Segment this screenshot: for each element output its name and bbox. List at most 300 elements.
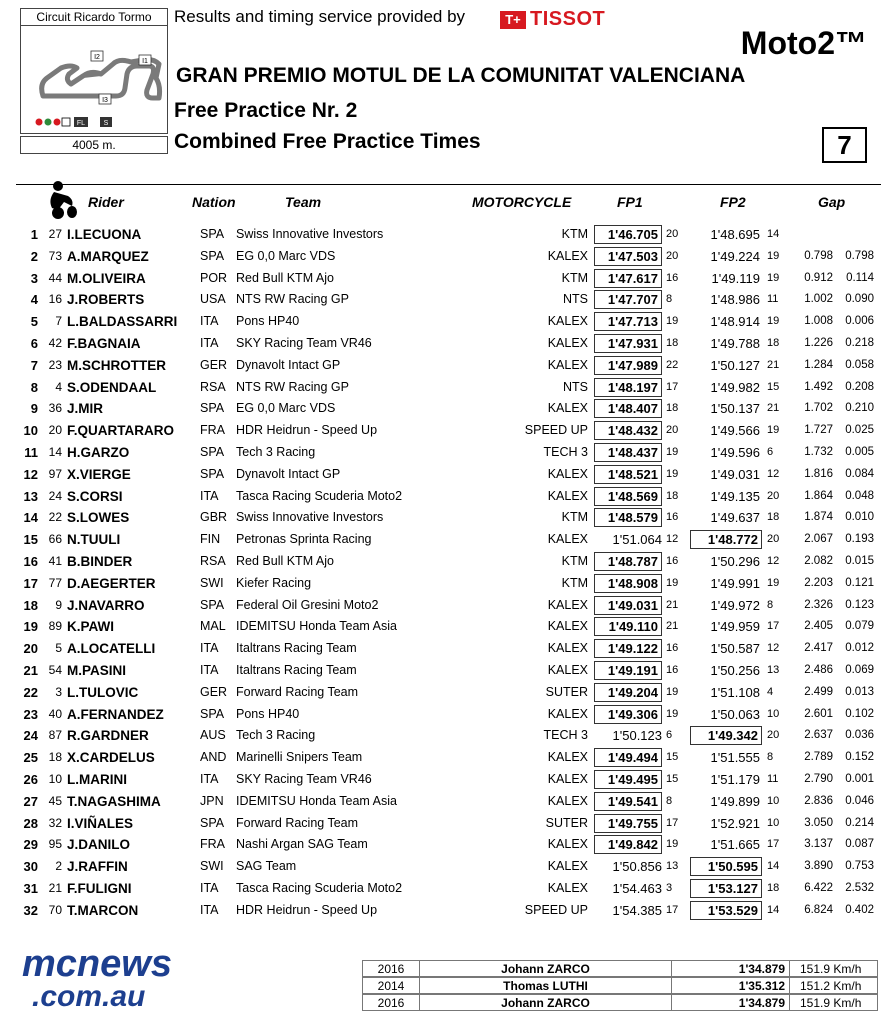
rider-number: 22 [48, 510, 62, 525]
position: 31 [23, 880, 38, 896]
fp2-lap: 13 [767, 663, 780, 676]
fp2-time: 1'49.788 [710, 335, 760, 351]
team-name: HDR Heidrun - Speed Up [236, 902, 378, 917]
table-row [0, 834, 895, 856]
team-name: Dynavolt Intact GP [236, 357, 341, 372]
event-title: GRAN PREMIO MOTUL DE LA COMUNITAT VALENCIANA [176, 64, 746, 87]
timing-credit: Results and timing service provided by [174, 7, 466, 26]
table-row [0, 551, 895, 573]
fp1-time: 1'47.713 [594, 312, 662, 331]
fp2-lap: 17 [767, 620, 780, 633]
fp1-time: 1'48.908 [594, 574, 662, 593]
fp2-lap: 6 [767, 445, 774, 458]
fp2-lap: 10 [767, 707, 780, 720]
motorcycle: KALEX [547, 597, 588, 612]
nation: ITA [200, 771, 219, 786]
rider-number: 7 [55, 314, 62, 329]
fl-label: FL [76, 120, 86, 127]
gap-to-previous: 0.079 [845, 620, 874, 633]
fp1-lap: 22 [666, 358, 679, 371]
fp2-lap: 19 [767, 271, 780, 284]
fp1-time: 1'54.463 [612, 880, 662, 896]
rider-number: 87 [48, 728, 62, 743]
rider-name: A.LOCATELLI [67, 641, 156, 657]
team-name: Tech 3 Racing [236, 444, 316, 459]
fp2-time: 1'49.899 [710, 793, 760, 809]
team-name: Swiss Innovative Investors [236, 227, 384, 241]
gap-to-first: 0.798 [804, 249, 833, 262]
fp1-time: 1'47.989 [594, 356, 662, 375]
i1-label: I1 [142, 58, 148, 65]
position: 16 [23, 553, 38, 569]
team-name: EG 0,0 Marc VDS [236, 401, 336, 416]
fp2-lap: 21 [767, 402, 780, 415]
rider-name: A.MARQUEZ [67, 248, 149, 264]
nation: RSA [200, 553, 226, 568]
nation: AND [200, 750, 227, 765]
rider-name: F.QUARTARARO [67, 423, 174, 439]
rider-number: 4 [55, 379, 62, 394]
rider-number: 97 [48, 466, 62, 481]
position: 8 [30, 379, 38, 395]
fp1-lap: 13 [666, 860, 679, 873]
fp1-lap: 20 [666, 228, 679, 240]
rider-name: S.ODENDAAL [67, 379, 157, 395]
position: 26 [23, 771, 38, 787]
col-fp1: FP1 [617, 194, 643, 210]
gap-to-first: 6.824 [804, 903, 833, 916]
gap-to-previous: 0.798 [845, 249, 874, 262]
nation: POR [200, 270, 228, 285]
nation: ITA [200, 641, 219, 656]
nation: ITA [200, 880, 219, 895]
nation: ITA [200, 335, 219, 350]
position: 30 [23, 859, 38, 875]
fp1-time: 1'47.707 [594, 290, 662, 309]
motorcycle: KALEX [547, 771, 588, 786]
fp1-time: 1'54.385 [612, 902, 662, 918]
nation: SPA [200, 466, 225, 481]
fp1-lap: 20 [666, 249, 679, 262]
rider-name: R.GARDNER [67, 728, 149, 744]
gap-to-first: 2.067 [804, 533, 833, 546]
rider-name: S.CORSI [67, 488, 123, 504]
fp2-lap: 12 [767, 467, 780, 480]
gap-to-previous: 0.123 [845, 598, 874, 611]
nation: SWI [200, 859, 224, 874]
fp2-time: 1'49.959 [710, 619, 760, 635]
rider-number: 73 [48, 248, 62, 263]
gap-to-previous: 0.069 [845, 663, 874, 676]
gap-to-first: 1.816 [804, 467, 833, 480]
motorcycle: KALEX [547, 750, 588, 765]
table-row [0, 878, 895, 900]
position: 22 [23, 684, 38, 700]
position: 14 [23, 510, 38, 526]
rider-number: 27 [48, 227, 62, 241]
circuit-info-box [20, 8, 168, 134]
nation: ITA [200, 314, 219, 329]
team-name: Swiss Innovative Investors [236, 510, 384, 525]
position: 21 [23, 662, 38, 678]
team-name: SKY Racing Team VR46 [236, 771, 372, 786]
motorcycle-rider-icon [44, 180, 80, 220]
motorcycle: KALEX [547, 532, 588, 547]
col-nation: Nation [192, 194, 236, 210]
fp1-lap: 16 [666, 511, 679, 524]
motorcycle: KALEX [547, 466, 588, 481]
team-name: NTS RW Racing GP [236, 292, 349, 307]
table-row [0, 529, 895, 551]
col-fp2: FP2 [720, 194, 746, 210]
gap-to-first: 2.405 [804, 620, 833, 633]
position: 2 [30, 248, 38, 264]
gap-to-previous: 0.010 [845, 511, 874, 524]
table-row [0, 398, 895, 420]
team-name: Tasca Racing Scuderia Moto2 [236, 488, 403, 503]
motorcycle: KALEX [547, 641, 588, 656]
rider-name: J.MIR [67, 401, 104, 417]
fp1-time: 1'46.705 [594, 225, 662, 244]
rider-name: L.TULOVIC [67, 684, 139, 700]
rider-number: 14 [48, 444, 62, 459]
header-divider [16, 184, 881, 185]
gap-to-first: 6.422 [804, 881, 833, 894]
record-rider: Johann ZARCO [420, 994, 672, 1011]
team-name: SAG Team [236, 859, 297, 874]
fp2-time: 1'49.135 [710, 488, 760, 504]
rider-number: 24 [48, 488, 62, 503]
fp2-lap: 12 [767, 554, 780, 567]
fp1-lap: 15 [666, 772, 679, 785]
tissot-logo [500, 8, 605, 31]
rider-number: 45 [48, 793, 62, 808]
fp2-time: 1'49.991 [710, 575, 760, 591]
table-row [0, 420, 895, 442]
subtitle: Combined Free Practice Times [174, 130, 481, 153]
table-row [0, 311, 895, 333]
start-light-red-icon [54, 119, 61, 126]
rider-number: 2 [55, 859, 62, 874]
fp1-lap: 19 [666, 467, 679, 480]
team-name: Dynavolt Intact GP [236, 466, 341, 481]
team-name: Tech 3 Racing [236, 728, 316, 743]
nation: GBR [200, 510, 228, 525]
rider-name: X.CARDELUS [67, 750, 155, 766]
motorcycle: TECH 3 [543, 444, 588, 459]
table-row [0, 856, 895, 878]
team-name: Italtrans Racing Team [236, 662, 357, 677]
fp2-time: 1'48.772 [690, 530, 762, 549]
motorcycle: KALEX [547, 314, 588, 329]
fp2-lap: 18 [767, 881, 780, 894]
record-time: 1'34.879 [672, 994, 790, 1011]
start-light-red-icon [36, 119, 43, 126]
nation: GER [200, 684, 228, 699]
fp1-time: 1'47.931 [594, 334, 662, 353]
motorcycle: SUTER [545, 684, 588, 699]
team-name: Red Bull KTM Ajo [236, 270, 334, 285]
rider-name: M.OLIVEIRA [67, 270, 146, 286]
nation: SPA [200, 227, 225, 241]
fp2-lap: 19 [767, 424, 780, 437]
team-name: Marinelli Snipers Team [236, 750, 363, 765]
fp2-lap: 4 [767, 685, 774, 698]
fp1-lap: 20 [666, 424, 679, 437]
rider-number: 36 [48, 401, 62, 416]
fp2-time: 1'50.296 [710, 553, 760, 569]
nation: ITA [200, 488, 219, 503]
team-name: IDEMITSU Honda Team Asia [236, 793, 397, 808]
rider-name: J.ROBERTS [67, 292, 145, 308]
fp1-lap: 6 [666, 729, 673, 742]
gap-to-previous: 0.090 [845, 293, 874, 306]
col-motorcycle: MOTORCYCLE [472, 194, 572, 210]
rider-name: F.FULIGNI [67, 880, 132, 896]
rider-number: 16 [48, 292, 62, 307]
rider-name: B.BINDER [67, 553, 133, 569]
fp2-time: 1'50.127 [710, 357, 760, 373]
nation: FRA [200, 837, 225, 852]
fp1-time: 1'48.787 [594, 552, 662, 571]
gap-to-first: 2.637 [804, 729, 833, 742]
gap-to-first: 1.002 [804, 293, 833, 306]
table-row [0, 638, 895, 660]
gap-to-previous: 0.015 [845, 554, 874, 567]
fp2-lap: 14 [767, 903, 780, 916]
gap-to-previous: 0.048 [845, 489, 874, 502]
circuit-name: Circuit Ricardo Tormo [21, 9, 167, 26]
rider-number: 21 [48, 880, 62, 895]
nation: SPA [200, 248, 225, 263]
fp2-lap: 8 [767, 598, 774, 611]
fp2-time: 1'51.179 [710, 771, 760, 787]
motorcycle: NTS [563, 379, 588, 394]
team-name: IDEMITSU Honda Team Asia [236, 619, 397, 634]
fp1-lap: 12 [666, 533, 679, 546]
circuit-length: 4005 m. [20, 136, 168, 154]
fp1-lap: 18 [666, 402, 679, 415]
gap-to-first: 2.203 [804, 576, 833, 589]
position: 15 [23, 532, 38, 548]
fp2-lap: 18 [767, 511, 780, 524]
table-row [0, 464, 895, 486]
team-name: Forward Racing Team [236, 815, 359, 830]
gap-to-previous: 0.102 [845, 707, 874, 720]
fp2-time: 1'48.695 [710, 227, 760, 242]
gap-to-first: 2.789 [804, 751, 833, 764]
fp2-lap: 20 [767, 533, 780, 546]
fp2-time: 1'50.063 [710, 706, 760, 722]
start-light-green-icon [45, 119, 52, 126]
fp1-lap: 19 [666, 685, 679, 698]
table-row [0, 769, 895, 791]
gap-to-first: 2.601 [804, 707, 833, 720]
fp2-time: 1'49.031 [710, 466, 760, 482]
fp2-time: 1'49.566 [710, 423, 760, 439]
checkered-flag-icon [62, 118, 70, 126]
rider-name: T.NAGASHIMA [67, 793, 161, 809]
position: 3 [30, 270, 38, 286]
gap-to-first: 0.912 [804, 271, 833, 284]
rider-name: L.MARINI [67, 771, 127, 787]
rider-number: 10 [48, 771, 62, 786]
team-name: Pons HP40 [236, 314, 300, 329]
motorcycle: SPEED UP [524, 423, 588, 438]
table-row [0, 333, 895, 355]
fp2-time: 1'50.587 [710, 641, 760, 657]
motorcycle: KALEX [547, 401, 588, 416]
position: 7 [30, 357, 38, 373]
fp2-time: 1'49.596 [710, 444, 760, 460]
gap-to-first: 1.727 [804, 424, 833, 437]
rider-number: 9 [55, 597, 62, 612]
table-row [0, 747, 895, 769]
fp2-time: 1'49.637 [710, 510, 760, 526]
fp1-lap: 21 [666, 620, 679, 633]
table-row [0, 616, 895, 638]
fp2-lap: 21 [767, 358, 780, 371]
fp1-lap: 16 [666, 554, 679, 567]
rider-number: 41 [48, 553, 62, 568]
motorcycle: KALEX [547, 793, 588, 808]
table-row [0, 486, 895, 508]
gap-to-previous: 0.084 [845, 467, 874, 480]
table-row [0, 813, 895, 835]
gap-to-previous: 0.210 [845, 402, 874, 415]
fp2-time: 1'49.224 [710, 248, 760, 264]
record-time: 1'34.879 [672, 960, 790, 977]
motorcycle: KALEX [547, 619, 588, 634]
gap-to-previous: 0.001 [845, 772, 874, 785]
fp2-time: 1'49.982 [710, 379, 760, 395]
position: 12 [23, 466, 38, 482]
motorcycle: KALEX [547, 335, 588, 350]
motorcycle: KTM [561, 270, 588, 285]
gap-to-previous: 0.208 [845, 380, 874, 393]
fp2-time: 1'48.914 [710, 314, 760, 330]
fp2-lap: 19 [767, 576, 780, 589]
rider-number: 20 [48, 423, 62, 438]
team-name: SKY Racing Team VR46 [236, 335, 372, 350]
nation: FIN [200, 532, 221, 547]
rider-name: D.AEGERTER [67, 575, 156, 591]
record-year: 2014 [362, 977, 420, 994]
fp2-lap: 14 [767, 860, 780, 873]
mcnews-watermark-logo [20, 942, 205, 1012]
motorcycle: NTS [563, 292, 588, 307]
rider-number: 54 [48, 662, 62, 677]
gap-to-first: 2.486 [804, 663, 833, 676]
position: 10 [23, 423, 38, 439]
table-row [0, 268, 895, 290]
fp1-lap: 19 [666, 576, 679, 589]
fp2-lap: 19 [767, 249, 780, 262]
gap-to-previous: 2.532 [845, 881, 874, 894]
team-name: Forward Racing Team [236, 684, 359, 699]
fp1-lap: 8 [666, 293, 673, 306]
position: 25 [23, 750, 38, 766]
table-row [0, 725, 895, 747]
fp2-lap: 11 [767, 772, 779, 785]
rider-name: J.DANILO [67, 837, 131, 853]
motorcycle: KALEX [547, 488, 588, 503]
results-table [0, 224, 895, 922]
position: 13 [23, 488, 38, 504]
fp1-time: 1'49.191 [594, 661, 662, 680]
fp1-lap: 17 [666, 816, 679, 829]
gap-to-previous: 0.012 [845, 642, 874, 655]
fp1-time: 1'48.521 [594, 465, 662, 484]
motorcycle: TECH 3 [543, 728, 588, 743]
motorcycle: KTM [561, 227, 588, 241]
s-label: S [103, 120, 109, 127]
table-row [0, 791, 895, 813]
record-year: 2016 [362, 960, 420, 977]
fp1-lap: 3 [666, 881, 673, 894]
gap-to-first: 2.836 [804, 794, 833, 807]
fp1-time: 1'49.541 [594, 792, 662, 811]
position: 17 [23, 575, 38, 591]
fp1-time: 1'48.579 [594, 508, 662, 527]
fp2-time: 1'49.972 [710, 597, 760, 613]
nation: FRA [200, 423, 225, 438]
fp1-lap: 19 [666, 445, 679, 458]
rider-name: M.PASINI [67, 662, 127, 678]
gap-to-first: 2.326 [804, 598, 833, 611]
team-name: NTS RW Racing GP [236, 379, 349, 394]
fp2-time: 1'52.921 [710, 815, 760, 831]
record-year: 2016 [362, 994, 420, 1011]
fp1-time: 1'48.432 [594, 421, 662, 440]
position: 28 [23, 815, 38, 831]
rider-name: S.LOWES [67, 510, 130, 526]
position: 5 [30, 314, 38, 330]
team-name: HDR Heidrun - Speed Up [236, 423, 378, 438]
motorcycle: KALEX [547, 837, 588, 852]
fp2-time: 1'49.342 [690, 726, 762, 745]
gap-to-previous: 0.025 [845, 424, 874, 437]
fp1-time: 1'49.755 [594, 814, 662, 833]
motorcycle: KALEX [547, 662, 588, 677]
i2-label: I2 [94, 54, 100, 61]
rider-number: 77 [48, 575, 62, 590]
team-name: Tasca Racing Scuderia Moto2 [236, 880, 403, 895]
rider-name: A.FERNANDEZ [67, 706, 164, 722]
fp2-lap: 14 [767, 228, 780, 240]
fp2-lap: 20 [767, 489, 780, 502]
motorcycle: KTM [561, 575, 588, 590]
gap-to-first: 1.702 [804, 402, 833, 415]
nation: USA [200, 292, 226, 307]
team-name: Kiefer Racing [236, 575, 312, 590]
fp1-time: 1'50.856 [612, 859, 662, 875]
rider-number: 18 [48, 750, 62, 765]
table-row [0, 355, 895, 377]
motorcycle: KTM [561, 510, 588, 525]
nation: SPA [200, 444, 225, 459]
watermark-line2: .com.au [32, 980, 146, 1012]
fp1-time: 1'47.503 [594, 247, 662, 266]
fp1-lap: 17 [666, 903, 679, 916]
motorcycle: KTM [561, 553, 588, 568]
team-name: Pons HP40 [236, 706, 300, 721]
fp1-time: 1'49.031 [594, 596, 662, 615]
rider-number: 95 [48, 837, 62, 852]
fp2-lap: 10 [767, 794, 780, 807]
position: 27 [23, 793, 38, 809]
motorcycle: KALEX [547, 859, 588, 874]
